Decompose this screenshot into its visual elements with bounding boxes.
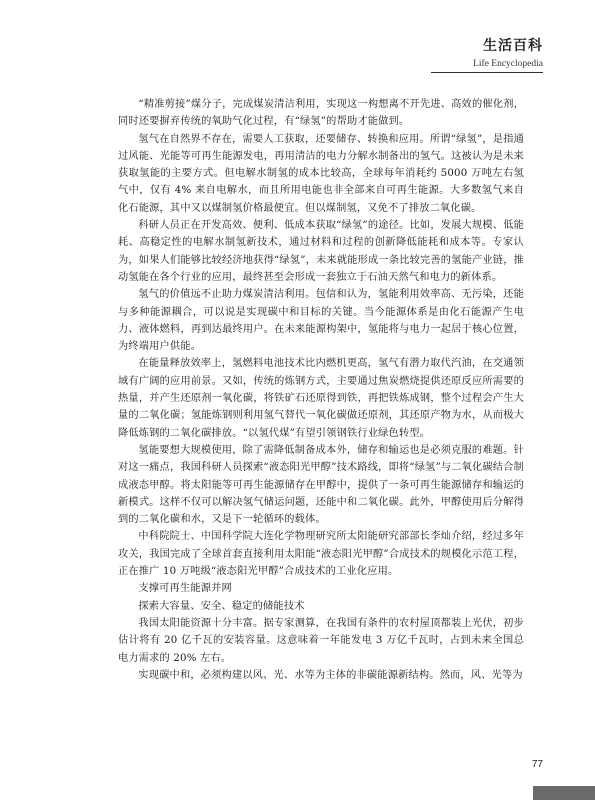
subheading: 探索大容量、安全、稳定的储能技术 xyxy=(138,600,305,612)
subheading: 支撑可再生能源并网 xyxy=(138,583,232,595)
corner-tab xyxy=(533,786,595,800)
paragraph: 中科院院士、中国科学院大连化学物理研究所太阳能研究部部长李灿介绍，经过多年攻关，我国完成了全球首套直接利用太阳能“液态阳光甲醇”合成技术的规模化示范工程，正在推广 10 万吨级“液态阳光甲醇”合成技术的工业化应用。 xyxy=(118,531,524,578)
paragraph: 科研人员正在开发高效、便利、低成本获取“绿氢”的途径。比如，发展大规模、低能耗、高稳定性的电解水制氢新技术，通过材料和过程的创新降低能耗和成本等。专家认为，如果人们能够比较经济地获得“绿氢”，未来就能形成一条比较完善的氢能产业链，推动氢能在各个行业的应用，最终甚至会形成一套独立于石油天然气和电力的新体系。 xyxy=(118,220,524,283)
section-title: 生活百科 xyxy=(483,38,543,54)
paragraph: “精准剪接”煤分子，完成煤炭清洁利用，实现这一构想离不开先进、高效的催化剂，同时还要摒弃传统的氧助气化过程，有“绿氢”的帮助才能做到。 xyxy=(118,99,524,128)
paragraph: 氢能要想大规模使用，除了需降低制备成本外，储存和输运也是必须克服的难题。针对这一痛点，我国科研人员探索“液态阳光甲醇”技术路线，即将“绿氢”与二氧化碳结合制成液态甲醇。将太阳能等可再生能源储存在甲醇中，提供了一条可再生能源储存和输运的新模式。这样不仅可以解决氢气储运问题，还能中和二氧化碳。此外，甲醇使用后分解得到的二氧化碳和水，又是下一轮循环的载体。 xyxy=(118,444,524,526)
paragraph: 我国太阳能资源十分丰富。据专家测算，在我国有条件的农村屋顶都装上光伏，初步估计将有 20 亿千瓦的安装容量。这意味着一年能发电 3 万亿千瓦时，占到未来全国总电力需求的 20% 左右。 xyxy=(118,617,524,664)
paragraph: 实现碳中和，必须构建以风、光、水等为主体的非碳能源新结构。然而，风、光等为 xyxy=(138,669,523,681)
paragraph: 氢气在自然界不存在，需要人工获取，还要储存、转换和应用。所谓“绿氢”，是指通过风能、光能等可再生能源发电，再用清洁的电力分解水制备出的氢气。这被认为是未来获取氢能的主要方式。但电解水制氢的成本比较高，全球每年消耗约 5000 万吨左右氢气中，仅有 4% 来自电解水，而且所用电能也非全部来自可再生能源。大多数氢气来自化石能源，其中又以煤制氢价格最便宜。但以煤制氢，又免不了排放二氧化碳。 xyxy=(118,133,524,214)
page-header xyxy=(473,38,543,70)
header-divider xyxy=(431,72,543,73)
section-subtitle: Life Encyclopedia xyxy=(473,59,543,69)
page-number: 77 xyxy=(531,759,543,770)
paragraph: 在能量释放效率上，氢燃料电池技术比内燃机更高，氢气有潜力取代汽油，在交通领域有广阔的应用前景。又如，传统的炼钢方式，主要通过焦炭燃烧提供还原反应所需要的热量，并产生还原剂一氧化碳，将铁矿石还原得到铁，再把铁炼成钢，整个过程会产生大量的二氧化碳；氢能炼钢则利用氢气替代一氧化碳做还原剂，其还原产物为水，从而极大降低炼钢的二氧化碳排放。“以氢代煤”有望引领钢铁行业绿色转型。 xyxy=(118,358,524,439)
article-body xyxy=(118,96,524,684)
paragraph: 氢气的价值远不止助力煤炭清洁利用。包信和认为，氢能利用效率高、无污染，还能与多种能源耦合，可以说是实现碳中和目标的关键。当今能源体系是由化石能源产生电力、液体燃料，再到达最终用户。在未来能源构架中，氢能将与电力一起居于核心位置，为终端用户供能。 xyxy=(118,289,524,353)
